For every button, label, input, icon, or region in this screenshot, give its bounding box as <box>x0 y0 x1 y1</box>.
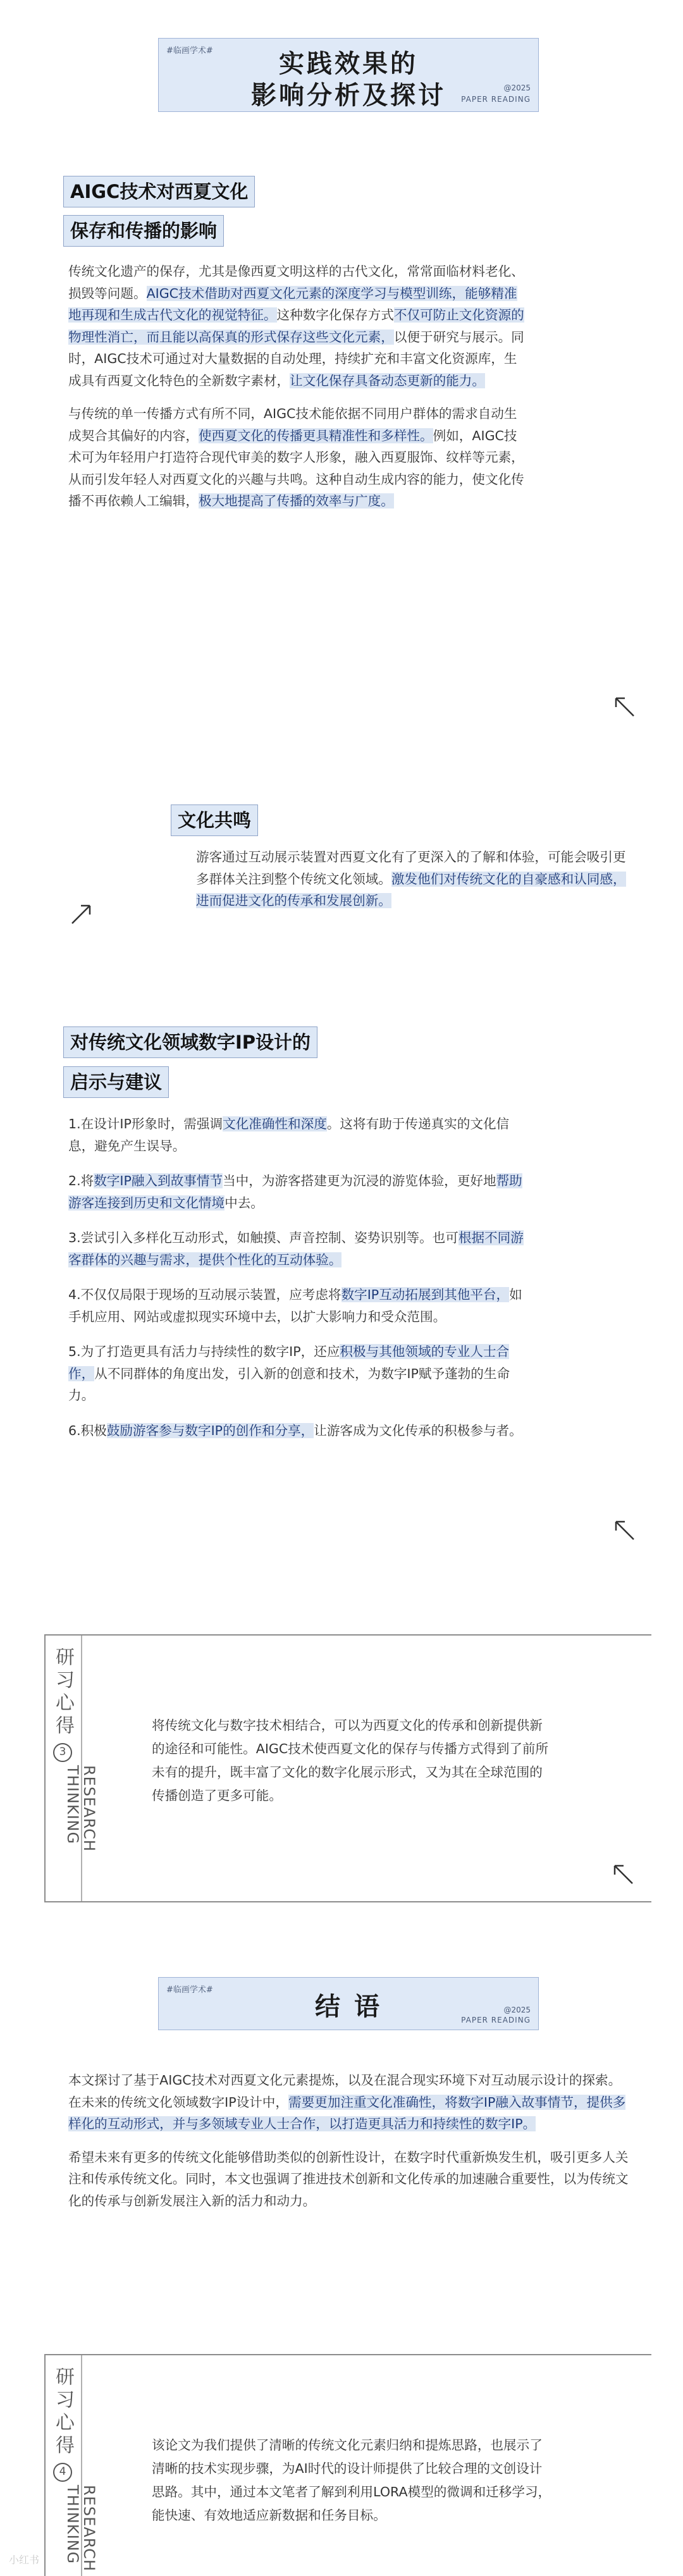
research-thinking-card <box>44 1634 651 1902</box>
text-segment: 传统文化遗产的保存，尤其是像西夏文明这样的古代文化，常常面临材料老化、损毁等问题。 <box>68 264 524 301</box>
highlighted-text: 使西夏文化的传播更具精准性和多样性。 <box>198 428 433 443</box>
banner-title: 结 语 <box>315 1992 382 2021</box>
text-segment: 这种数字化保存方式 <box>276 307 394 323</box>
text-segment: 从不同群体的角度出发，引入新的创意和技术，为数字IP赋予蓬勃的生命力。 <box>68 1365 510 1403</box>
banner-reading: PAPER READING <box>461 95 531 104</box>
text-segment: 如手机应用、网站或虚拟现实环境中去，以扩大影响力和受众范围。 <box>68 1287 522 1324</box>
banner-title-line1: 实践效果的 <box>279 49 418 78</box>
text-segment: 1.在设计IP形象时，需强调 <box>68 1116 223 1131</box>
paragraph <box>68 2147 631 2212</box>
text-segment: 4.不仅仅局限于现场的互动展示装置，应考虑将 <box>68 1287 342 1302</box>
paragraph <box>68 2069 631 2135</box>
watermark: 小红书 <box>9 2554 40 2566</box>
highlighted-text: 激发他们对传统文化的自豪感和认同感，进而促进文化的传承和发展创新。 <box>196 871 626 908</box>
header-banner <box>158 1977 539 2030</box>
highlighted-text: 文化准确性和深度 <box>223 1116 327 1131</box>
highlighted-text: 鼓励游客参与数字IP的创作和分享， <box>106 1422 314 1438</box>
paragraph <box>196 846 632 912</box>
highlighted-text: 极大地提高了传播的效率与广度。 <box>198 493 394 508</box>
section2-body <box>196 846 632 923</box>
card-number: 4 <box>53 2463 72 2482</box>
list-item <box>68 1420 530 1442</box>
arrow-down-right-icon <box>613 696 636 718</box>
arrow-down-right-icon <box>613 1519 636 1542</box>
list-item <box>68 1113 530 1157</box>
text-segment: 3.尝试引入多样化互动形式，如触摸、声音控制、姿势识别等。也可 <box>68 1230 458 1245</box>
text-segment: 。这将有助于传递真实的文化信息，避免产生误导。 <box>68 1116 510 1154</box>
highlighted-text: 积极与其他领域的专业人士合作， <box>68 1344 510 1381</box>
text-segment: 当中，为游客搭建更为沉浸的游览体验，更好地 <box>223 1173 496 1188</box>
list-item <box>68 1284 530 1328</box>
section1-body <box>68 261 530 524</box>
highlighted-text: AIGC技术借助对西夏文化元素的深度学习与模型训练，能够精准地再现和生成古代文化的视觉特征。 <box>68 285 517 323</box>
banner-tag: #临画学术# <box>166 46 213 56</box>
list-item <box>68 1170 530 1214</box>
header-banner <box>158 38 539 112</box>
card-english-label: RESEARCH <box>80 2485 98 2572</box>
highlighted-text: 需要更加注重文化准确性，将数字IP融入故事情节，提供多样化的互动形式，并与多领域专业人士合作，以打造更具活力和持续性的数字IP。 <box>68 2094 626 2131</box>
text-segment: 与传统的单一传播方式有所不同，AIGC技术能依据不同用户群体的需求自动生成契合其偏好的内容， <box>68 406 517 443</box>
banner-year: @2025 <box>503 83 531 92</box>
text-segment: 本文探讨了基于AIGC技术对西夏文化元素提炼，以及在混合现实环境下对互动展示设计的探索。在未来的传统文化领域数字IP设计中， <box>68 2073 622 2110</box>
highlighted-text: 不仅可防止文化资源的物理性消亡，而且能以高保真的形式保存这些文化元素， <box>68 307 524 345</box>
section-title: 对传统文化领域数字IP设计的 <box>63 1026 317 1058</box>
text-segment: 5.为了打造更具有活力与持续性的数字IP，还应 <box>68 1344 340 1359</box>
research-thinking-card <box>44 2354 651 2576</box>
banner-reading: PAPER READING <box>461 2016 531 2024</box>
section-title: 启示与建议 <box>63 1066 169 1098</box>
text-segment: 游客通过互动展示装置对西夏文化有了更深入的了解和体验，可能会吸引更多群体关注到整个传统文化领域。 <box>196 849 626 887</box>
banner-tag: #临画学术# <box>166 1985 213 1995</box>
section-title: 保存和传播的影响 <box>63 215 224 247</box>
paragraph <box>68 261 530 391</box>
text-segment: 希望未来有更多的传统文化能够借助类似的创新性设计，在数字时代重新焕发生机，吸引更多人关注和传承传统文化。同时，本文也强调了推进技术创新和文化传承的加速融合重要性，以为传统文化的传承与创新发展注入新的活力和动力。 <box>68 2149 629 2209</box>
card-english-label: THINKING <box>64 1765 82 1845</box>
card-english-label: RESEARCH <box>80 1765 98 1852</box>
text-segment: 6.积极 <box>68 1422 107 1438</box>
card-text: 该论文为我们提供了清晰的传统文化元素归纳和提炼思路，也展示了清晰的技术实现步骤，为AI时代的设计师提供了比较合理的文创设计思路。其中，通过本文笔者了解到利用LORA模型的微调和迁移学习，能快速、有效地适应新数据和任务目标。 <box>152 2437 551 2523</box>
card-number: 3 <box>53 1743 72 1762</box>
text-segment: 中去。 <box>225 1195 264 1211</box>
arrow-up-right-icon <box>70 903 92 926</box>
banner-year: @2025 <box>503 2006 531 2014</box>
section-title: AIGC技术对西夏文化 <box>63 176 255 207</box>
text-segment: 让游客成为文化传承的积极参与者。 <box>314 1422 522 1438</box>
highlighted-text: 帮助游客连接到历史和文化情境 <box>68 1173 522 1211</box>
list-item <box>68 1341 530 1407</box>
card-english-label: THINKING <box>64 2485 82 2565</box>
list-item <box>68 1227 530 1271</box>
highlighted-text: 让文化保存具备动态更新的能力。 <box>290 373 485 388</box>
suggestion-list <box>68 1113 530 1455</box>
conclusion-body <box>68 2069 631 2223</box>
highlighted-text: 数字IP互动拓展到其他平台， <box>341 1287 510 1302</box>
text-segment: 例如，AIGC技术可为年轻用户打造符合现代审美的数字人形象，融入西夏服饰、纹样等元素，从而引发年轻人对西夏文化的兴趣与共鸣。这种自动生成内容的能力，使文化传播不再依赖人工编辑， <box>68 428 524 508</box>
paragraph <box>68 403 530 512</box>
card-side-label: 研习心得 4 <box>44 2355 81 2482</box>
text-segment: 以便于研究与展示。同时，AIGC技术可通过对大量数据的自动处理，持续扩充和丰富文化资源库，生成具有西夏文化特色的全新数字素材， <box>68 329 524 388</box>
card-text: 将传统文化与数字技术相结合，可以为西夏文化的传承和创新提供新的途径和可能性。AIGC技术使西夏文化的保存与传播方式得到了前所未有的提升，既丰富了文化的数字化展示形式，又为其在全球范围的传播创造了更多可能。 <box>152 1718 549 1803</box>
highlighted-text: 根据不同游客群体的兴趣与需求，提供个性化的互动体验。 <box>68 1230 524 1267</box>
section-title: 文化共鸣 <box>171 804 258 836</box>
card-side-label: 研习心得 3 <box>44 1636 81 1762</box>
arrow-down-right-icon <box>612 1863 635 1886</box>
highlighted-text: 数字IP融入到故事情节 <box>94 1173 223 1188</box>
text-segment: 2.将 <box>68 1173 94 1188</box>
banner-title-line2: 影响分析及探讨 <box>251 81 446 110</box>
